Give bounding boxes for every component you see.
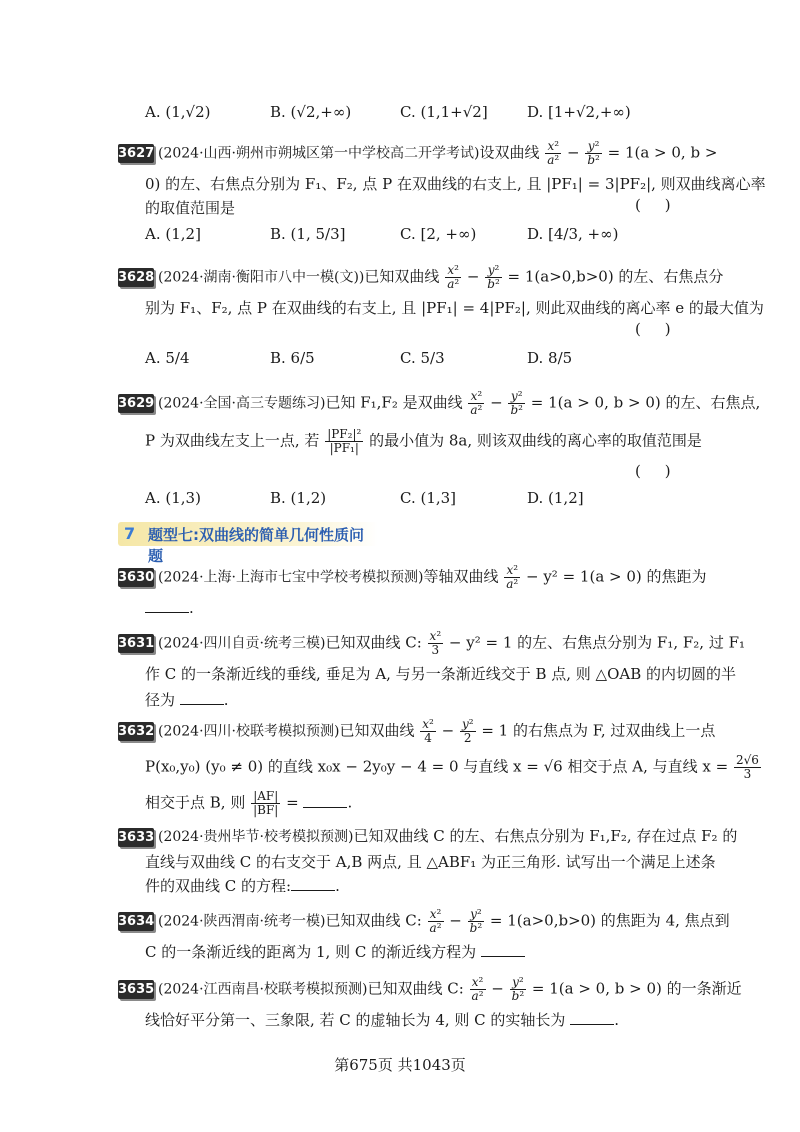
question-line: P(x₀,y₀) (y₀ ≠ 0) 的直线 x₀x − 2y₀y − 4 = 0 与直线 x = √6 相交于点 A, 与直线 x = $\frac{2√6}{3}$ [145, 753, 759, 781]
question-source: (2024·山西·朔州市朔城区第一中学校高二开学考试) [158, 145, 480, 162]
fraction: $\frac{\text{x²}}{4}$ [422, 717, 434, 745]
question-number: 3634 [118, 914, 155, 929]
fraction: $\frac{\text{x²}}{\text{a²}}$ [471, 975, 484, 1003]
option-a: A. (1,3) [145, 489, 201, 507]
fraction: $\frac{\text{x²}}{3}$ [429, 629, 442, 657]
answer-blank [145, 598, 189, 613]
fraction: $\frac{\text{y²}}{\text{b²}}$ [510, 389, 523, 417]
fraction: $\frac{\text{y²}}{\text{b²}}$ [511, 975, 525, 1003]
option-d: D. (1,2] [527, 489, 584, 507]
question-source: (2024·上海·上海市七宝中学校考模拟预测) [158, 569, 424, 586]
answer-paren: ( ) [635, 462, 671, 480]
question-line: 线恰好平分第一、三象限, 若 C 的虚轴长为 4, 则 C 的实轴长为 . [145, 1011, 619, 1029]
question-line: P 为双曲线左支上一点, 若 $\frac{\text{|PF₂|²}}{\text{|PF₁|}}$ 的最小值为 8a, 则该双曲线的离心率的取值范围是 [145, 427, 702, 455]
fraction: $\frac{2√6}{3}$ [735, 753, 759, 781]
option-c: C. 5/3 [400, 349, 445, 367]
question-line: 件的双曲线 C 的方程: . [145, 877, 340, 895]
fraction: $\frac{\text{y²}}{\text{b²}}$ [487, 263, 500, 291]
section-number-icon: 7 [124, 524, 136, 543]
question-number: 3629 [118, 396, 155, 411]
option-b: B. (1,2) [270, 489, 327, 507]
question-line: (2024·山西·朔州市朔城区第一中学校高二开学考试)设双曲线 $\frac{\text{x²}}{\text{a²}}$ − $\frac{\text{y²}}{\text{b²}}$ = 1(a > 0, b > [158, 139, 718, 167]
fraction: $\frac{\text{y²}}{\text{b²}}$ [587, 139, 600, 167]
question-source: (2024·湖南·衡阳市八中一模(文)) [158, 269, 365, 286]
fraction: $\frac{\text{x²}}{\text{a²}}$ [547, 139, 560, 167]
question-line: (2024·全国·高三专题练习)已知 F₁,F₂ 是双曲线 $\frac{\text{x²}}{\text{a²}}$ − $\frac{\text{y²}}{\text{b²}}$ = 1(a > 0, b > 0) 的左、右焦点, [158, 389, 761, 417]
question-line: (2024·四川·校联考模拟预测)已知双曲线 $\frac{\text{x²}}{4}$ − $\frac{\text{y²}}{2}$ = 1 的右焦点为 F, 过双曲线上一点 [158, 717, 716, 745]
question-line: . [145, 596, 194, 620]
question-number: 3635 [118, 982, 155, 997]
question-number: 3627 [118, 146, 155, 161]
section-title: 题型七:双曲线的简单几何性质问题 [148, 526, 365, 565]
question-line: (2024·四川自贡·统考三模)已知双曲线 C: $\frac{\text{x²}}{3}$ − y² = 1 的左、右焦点分别为 F₁, F₂, 过 F₁ [158, 629, 746, 657]
answer-paren: ( ) [635, 320, 671, 338]
fraction: $\frac{\text{|PF₂|²}}{\text{|PF₁|}}$ [327, 427, 362, 455]
question-line: (2024·陕西渭南·统考一模)已知双曲线 C: $\frac{\text{x²}}{\text{a²}}$ − $\frac{\text{y²}}{\text{b²}}$ = 1(a>0,b>0) 的焦距为 4, 焦点到 [158, 907, 730, 935]
option-b: B. 6/5 [270, 349, 315, 367]
question-line: 径为 . [145, 691, 229, 709]
question-source: (2024·全国·高三专题练习) [158, 395, 326, 412]
fraction: $\frac{\text{x²}}{\text{a²}}$ [470, 389, 483, 417]
options-row [0, 222, 800, 246]
question-line: 的取值范围是 [145, 199, 236, 217]
option-c: C. (1,1+√2] [400, 103, 488, 121]
fraction: $\frac{|AF|}{|BF|}$ [253, 789, 279, 817]
option-b: B. (1, 5/3] [270, 225, 346, 243]
question-source: (2024·陕西渭南·统考一模) [158, 913, 326, 930]
question-number: 3628 [118, 270, 155, 285]
question-number: 3633 [118, 830, 155, 845]
question-line: 直线与双曲线 C 的右支交于 A,B 两点, 且 △ABF₁ 为正三角形. 试写出一个满足上述条 [145, 853, 716, 871]
option-a: A. 5/4 [145, 349, 190, 367]
fraction: $\frac{\text{y²}}{\text{b²}}$ [469, 907, 483, 935]
question-line: 相交于点 B, 则 $\frac{|AF|}{|BF|}$ = . [145, 789, 353, 817]
fraction: $\frac{\text{y²}}{2}$ [461, 717, 474, 745]
question-line: (2024·江西南昌·校联考模拟预测)已知双曲线 C: $\frac{\text{x²}}{\text{a²}}$ − $\frac{\text{y²}}{\text{b²}}$ = 1(a > 0, b > 0) 的一条渐近 [158, 975, 742, 1003]
fraction: $\frac{\text{x²}}{\text{a²}}$ [447, 263, 460, 291]
options-row [0, 486, 800, 510]
option-b: B. (√2,+∞) [270, 103, 352, 121]
question-line: 0) 的左、右焦点分别为 F₁、F₂, 点 P 在双曲线的右支上, 且 |PF₁| = 3|PF₂|, 则双曲线离心率 [145, 175, 766, 193]
question-source: (2024·江西南昌·校联考模拟预测) [158, 981, 368, 998]
answer-paren: ( ) [635, 196, 671, 214]
option-c: C. [2, +∞) [400, 225, 477, 243]
option-a: A. (1,2] [145, 225, 201, 243]
section-header [118, 522, 378, 565]
page-footer: 第675页 共1043页 [334, 1056, 466, 1074]
question-line: (2024·贵州毕节·校考模拟预测)已知双曲线 C 的左、右焦点分别为 F₁,F₂, 存在过点 F₂ 的 [158, 827, 738, 845]
question-line: 别为 F₁、F₂, 点 P 在双曲线的右支上, 且 |PF₁| = 4|PF₂|, 则此双曲线的离心率 e 的最大值为 [145, 299, 764, 317]
question-line: (2024·湖南·衡阳市八中一模(文))已知双曲线 $\frac{\text{x²}}{\text{a²}}$ − $\frac{\text{y²}}{\text{b²}}$ = 1(a>0,b>0) 的左、右焦点分 [158, 263, 724, 291]
options-row [0, 346, 800, 370]
options-row-top [0, 100, 800, 124]
question-line: C 的一条渐近线的距离为 1, 则 C 的渐近线方程为 [145, 940, 525, 964]
question-number: 3630 [118, 570, 155, 585]
question-line: (2024·上海·上海市七宝中学校考模拟预测)等轴双曲线 $\frac{\text{x²}}{\text{a²}}$ − y² = 1(a > 0) 的焦距为 [158, 563, 707, 591]
answer-blank [570, 1010, 614, 1025]
answer-blank [291, 876, 335, 891]
option-d: D. [1+√2,+∞) [527, 103, 631, 121]
question-number: 3631 [118, 636, 155, 651]
answer-blank [481, 942, 525, 957]
question-number: 3632 [118, 724, 155, 739]
answer-blank [180, 690, 224, 705]
option-c: C. (1,3] [400, 489, 457, 507]
fraction: $\frac{\text{x²}}{\text{a²}}$ [506, 563, 519, 591]
answer-blank [303, 793, 347, 808]
option-a: A. (1,√2) [145, 103, 211, 121]
question-source: (2024·贵州毕节·校考模拟预测) [158, 829, 354, 845]
option-d: D. 8/5 [527, 349, 573, 367]
fraction: $\frac{\text{x²}}{\text{a²}}$ [429, 907, 442, 935]
question-source: (2024·四川自贡·统考三模) [158, 635, 326, 652]
question-source: (2024·四川·校联考模拟预测) [158, 723, 340, 740]
option-d: D. [4/3, +∞) [527, 225, 619, 243]
question-line: 作 C 的一条渐近线的垂线, 垂足为 A, 与另一条渐近线交于 B 点, 则 △OAB 的内切圆的半 [145, 665, 737, 683]
